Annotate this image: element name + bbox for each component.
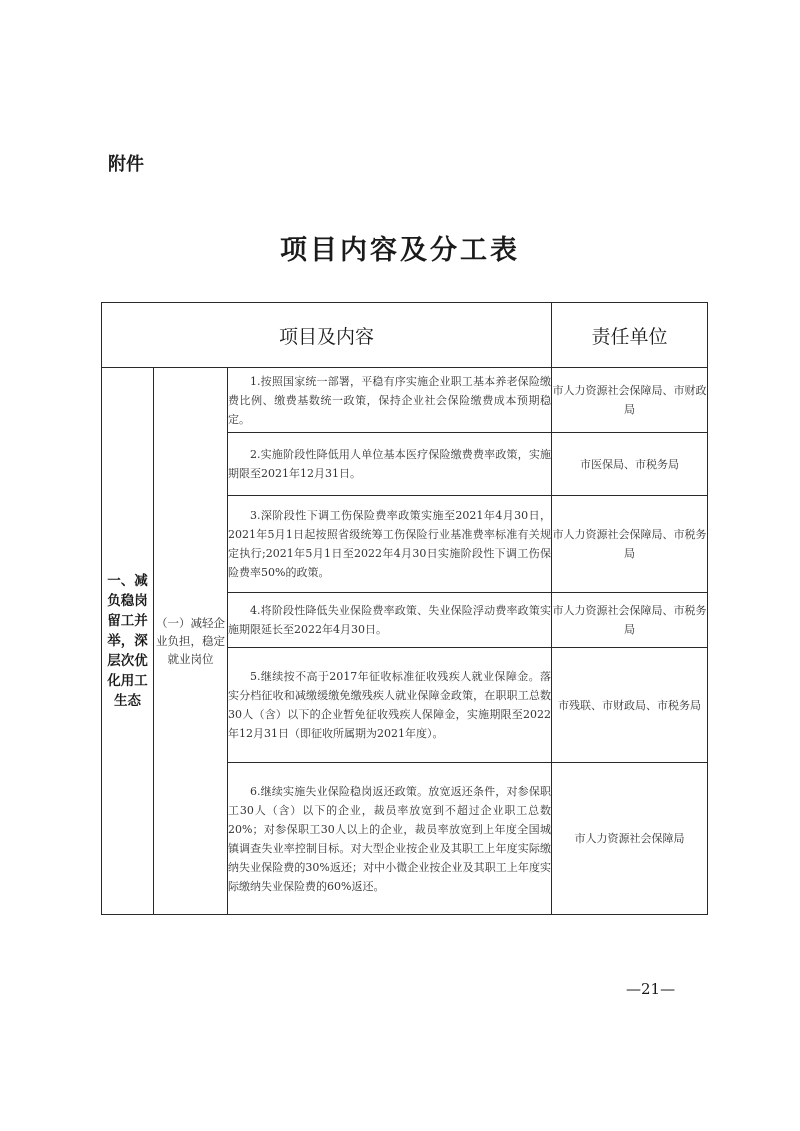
category-cell: 一、减负稳岗留工并举，深层次优化用工生态 <box>102 368 154 915</box>
content-cell: 2.实施阶段性降低用人单位基本医疗保险缴费费率政策，实施期限至2021年12月31日。 <box>228 433 552 496</box>
unit-cell: 市人力资源社会保障局、市财政局 <box>552 368 708 433</box>
table-row <box>102 368 708 433</box>
header-project: 项目及内容 <box>102 303 552 368</box>
content-cell: 6.继续实施失业保险稳岗返还政策。放宽返还条件，对参保职工30人（含）以下的企业，裁员率放宽到不超过企业职工总数20%；对参保职工30人以上的企业，裁员率放宽到上年度全国城镇调查失业率控制目标。对大型企业按企业及其职工上年度实际缴纳失业保险费的30%返还；对中小微企业按企业及其职工上年度实际缴纳失业保险费的60%返还。 <box>228 763 552 915</box>
unit-cell: 市医保局、市税务局 <box>552 433 708 496</box>
unit-cell: 市残联、市财政局、市税务局 <box>552 648 708 763</box>
subcategory-cell: （一）减轻企业负担，稳定就业岗位 <box>154 368 228 915</box>
unit-cell: 市人力资源社会保障局 <box>552 763 708 915</box>
header-unit: 责任单位 <box>552 303 708 368</box>
content-cell: 3.深阶段性下调工伤保险费率政策实施至2021年4月30日，2021年5月1日起按照省级统筹工伤保险行业基准费率标准有关规定执行;2021年5月1日至2022年4月30日实施阶段性下调工伤保险费率50%的政策。 <box>228 496 552 593</box>
content-cell: 1.按照国家统一部署，平稳有序实施企业职工基本养老保险缴费比例、缴费基数统一政策，保持企业社会保险缴费成本预期稳定。 <box>228 368 552 433</box>
content-cell: 4.将阶段性降低失业保险费率政策、失业保险浮动费率政策实施期限延长至2022年4月30日。 <box>228 593 552 648</box>
page-title: 项目内容及分工表 <box>280 235 520 266</box>
unit-cell: 市人力资源社会保障局、市税务局 <box>552 496 708 593</box>
attachment-label: 附件 <box>108 154 144 175</box>
unit-cell: 市人力资源社会保障局、市税务局 <box>552 593 708 648</box>
content-cell: 5.继续按不高于2017年征收标准征收残疾人就业保障金。落实分档征收和减缴缓缴免缴残疾人就业保障金政策，在职职工总数30人（含）以下的企业暂免征收残疾人保障金，实施期限至2022年12月31日（即征收所属期为2021年度）。 <box>228 648 552 763</box>
page-number: —21— <box>626 980 676 998</box>
project-table <box>101 302 708 915</box>
table-header-row <box>102 303 708 368</box>
